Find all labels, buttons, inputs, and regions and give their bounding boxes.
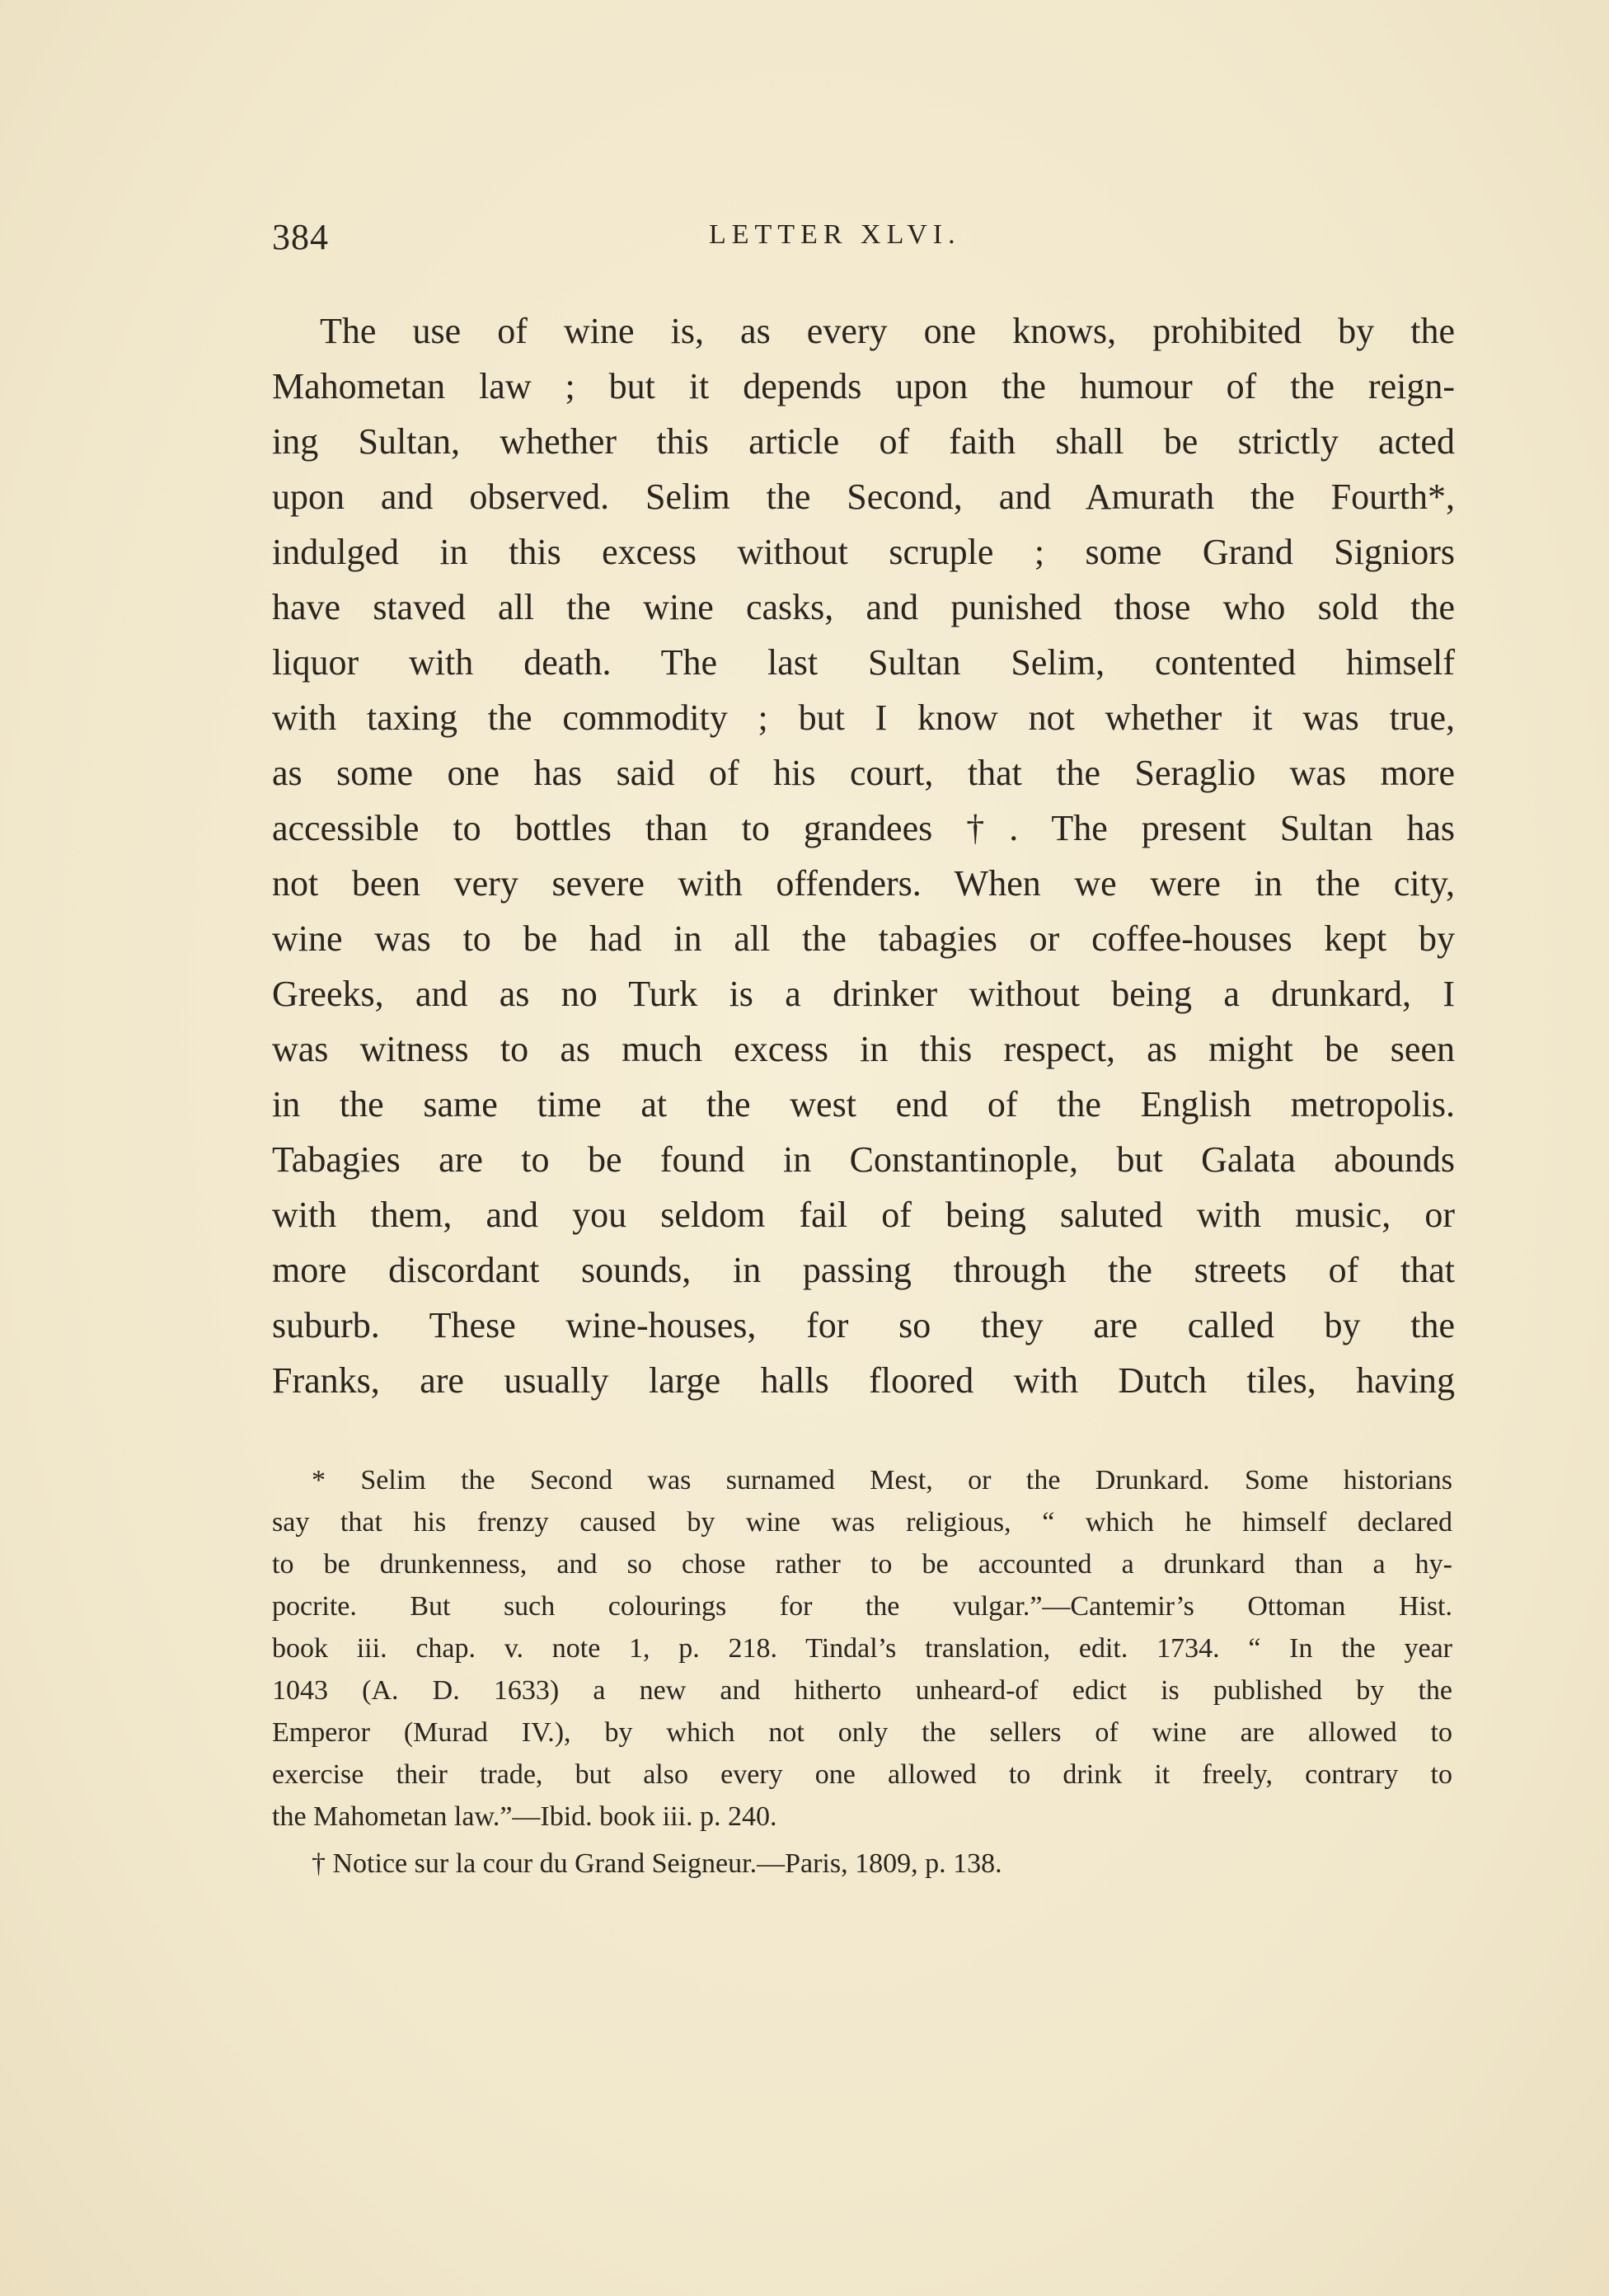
text-line: more discordant sounds, in passing through the streets of that xyxy=(272,1250,1455,1290)
text-line: The use of wine is, as every one knows, prohibited by the xyxy=(320,311,1455,351)
footnote-line: 1043 (A. D. 1633) a new and hitherto unheard-of edict is published by the xyxy=(272,1675,1452,1706)
text-line: not been very severe with offenders. When we were in the city, xyxy=(272,863,1455,904)
page-number: 384 xyxy=(272,217,329,257)
text-line: upon and observed. Selim the Second, and Amurath the Fourth*, xyxy=(272,477,1455,517)
footnotes xyxy=(272,1459,1452,1885)
running-title: LETTER XLVI. xyxy=(709,219,961,250)
footnote-line: Emperor (Murad IV.), by which not only the sellers of wine are allowed to xyxy=(272,1717,1452,1748)
text-line: was witness to as much excess in this respect, as might be seen xyxy=(272,1029,1455,1069)
footnote-line: exercise their trade, but also every one allowed to drink it freely, contrary to xyxy=(272,1759,1452,1790)
text-line: indulged in this excess without scruple ; some Grand Signiors xyxy=(272,532,1455,572)
text-line: ing Sultan, whether this article of faith shall be strictly acted xyxy=(272,421,1455,462)
footnote-1 xyxy=(272,1459,1452,1838)
text-line: in the same time at the west end of the English metropolis. xyxy=(272,1084,1455,1125)
text-line: have staved all the wine casks, and punished those who sold the xyxy=(272,587,1455,627)
text-line: suburb. These wine-houses, for so they are called by the xyxy=(272,1305,1455,1345)
footnote-line: pocrite. But such colourings for the vulgar.”—Cantemir’s Ottoman Hist. xyxy=(272,1591,1452,1622)
footnote-line: say that his frenzy caused by wine was religious, “ which he himself declared xyxy=(272,1507,1452,1538)
text-line: wine was to be had in all the tabagies or coffee-houses kept by xyxy=(272,918,1455,959)
body-text xyxy=(272,303,1455,1408)
text-line: Franks, are usually large halls floored with Dutch tiles, having xyxy=(272,1360,1455,1401)
text-line: Greeks, and as no Turk is a drinker without being a drunkard, I xyxy=(272,974,1455,1014)
footnote-line: * Selim the Second was surnamed Mest, or the Drunkard. Some historians xyxy=(312,1465,1452,1495)
footnote-line: the Mahometan law.”—Ibid. book iii. p. 240. xyxy=(272,1801,777,1832)
footnote-line: book iii. chap. v. note 1, p. 218. Tindal’s translation, edit. 1734. “ In the year xyxy=(272,1633,1452,1664)
page-header xyxy=(272,216,1459,265)
text-line: with them, and you seldom fail of being saluted with music, or xyxy=(272,1195,1455,1235)
footnote-line: to be drunkenness, and so chose rather to be accounted a drunkard than a hy- xyxy=(272,1549,1452,1580)
text-line: accessible to bottles than to grandees †. The present Sultan has xyxy=(272,808,1455,848)
footnote-2: † Notice sur la cour du Grand Seigneur.—Paris, 1809, p. 138. xyxy=(312,1848,1002,1879)
text-line: Mahometan law ; but it depends upon the humour of the reign- xyxy=(272,366,1455,406)
text-line: liquor with death. The last Sultan Selim, contented himself xyxy=(272,642,1455,683)
text-line: as some one has said of his court, that the Seraglio was more xyxy=(272,753,1455,793)
text-line: Tabagies are to be found in Constantinople, but Galata abounds xyxy=(272,1139,1455,1180)
text-line: with taxing the commodity ; but I know not whether it was true, xyxy=(272,697,1455,738)
